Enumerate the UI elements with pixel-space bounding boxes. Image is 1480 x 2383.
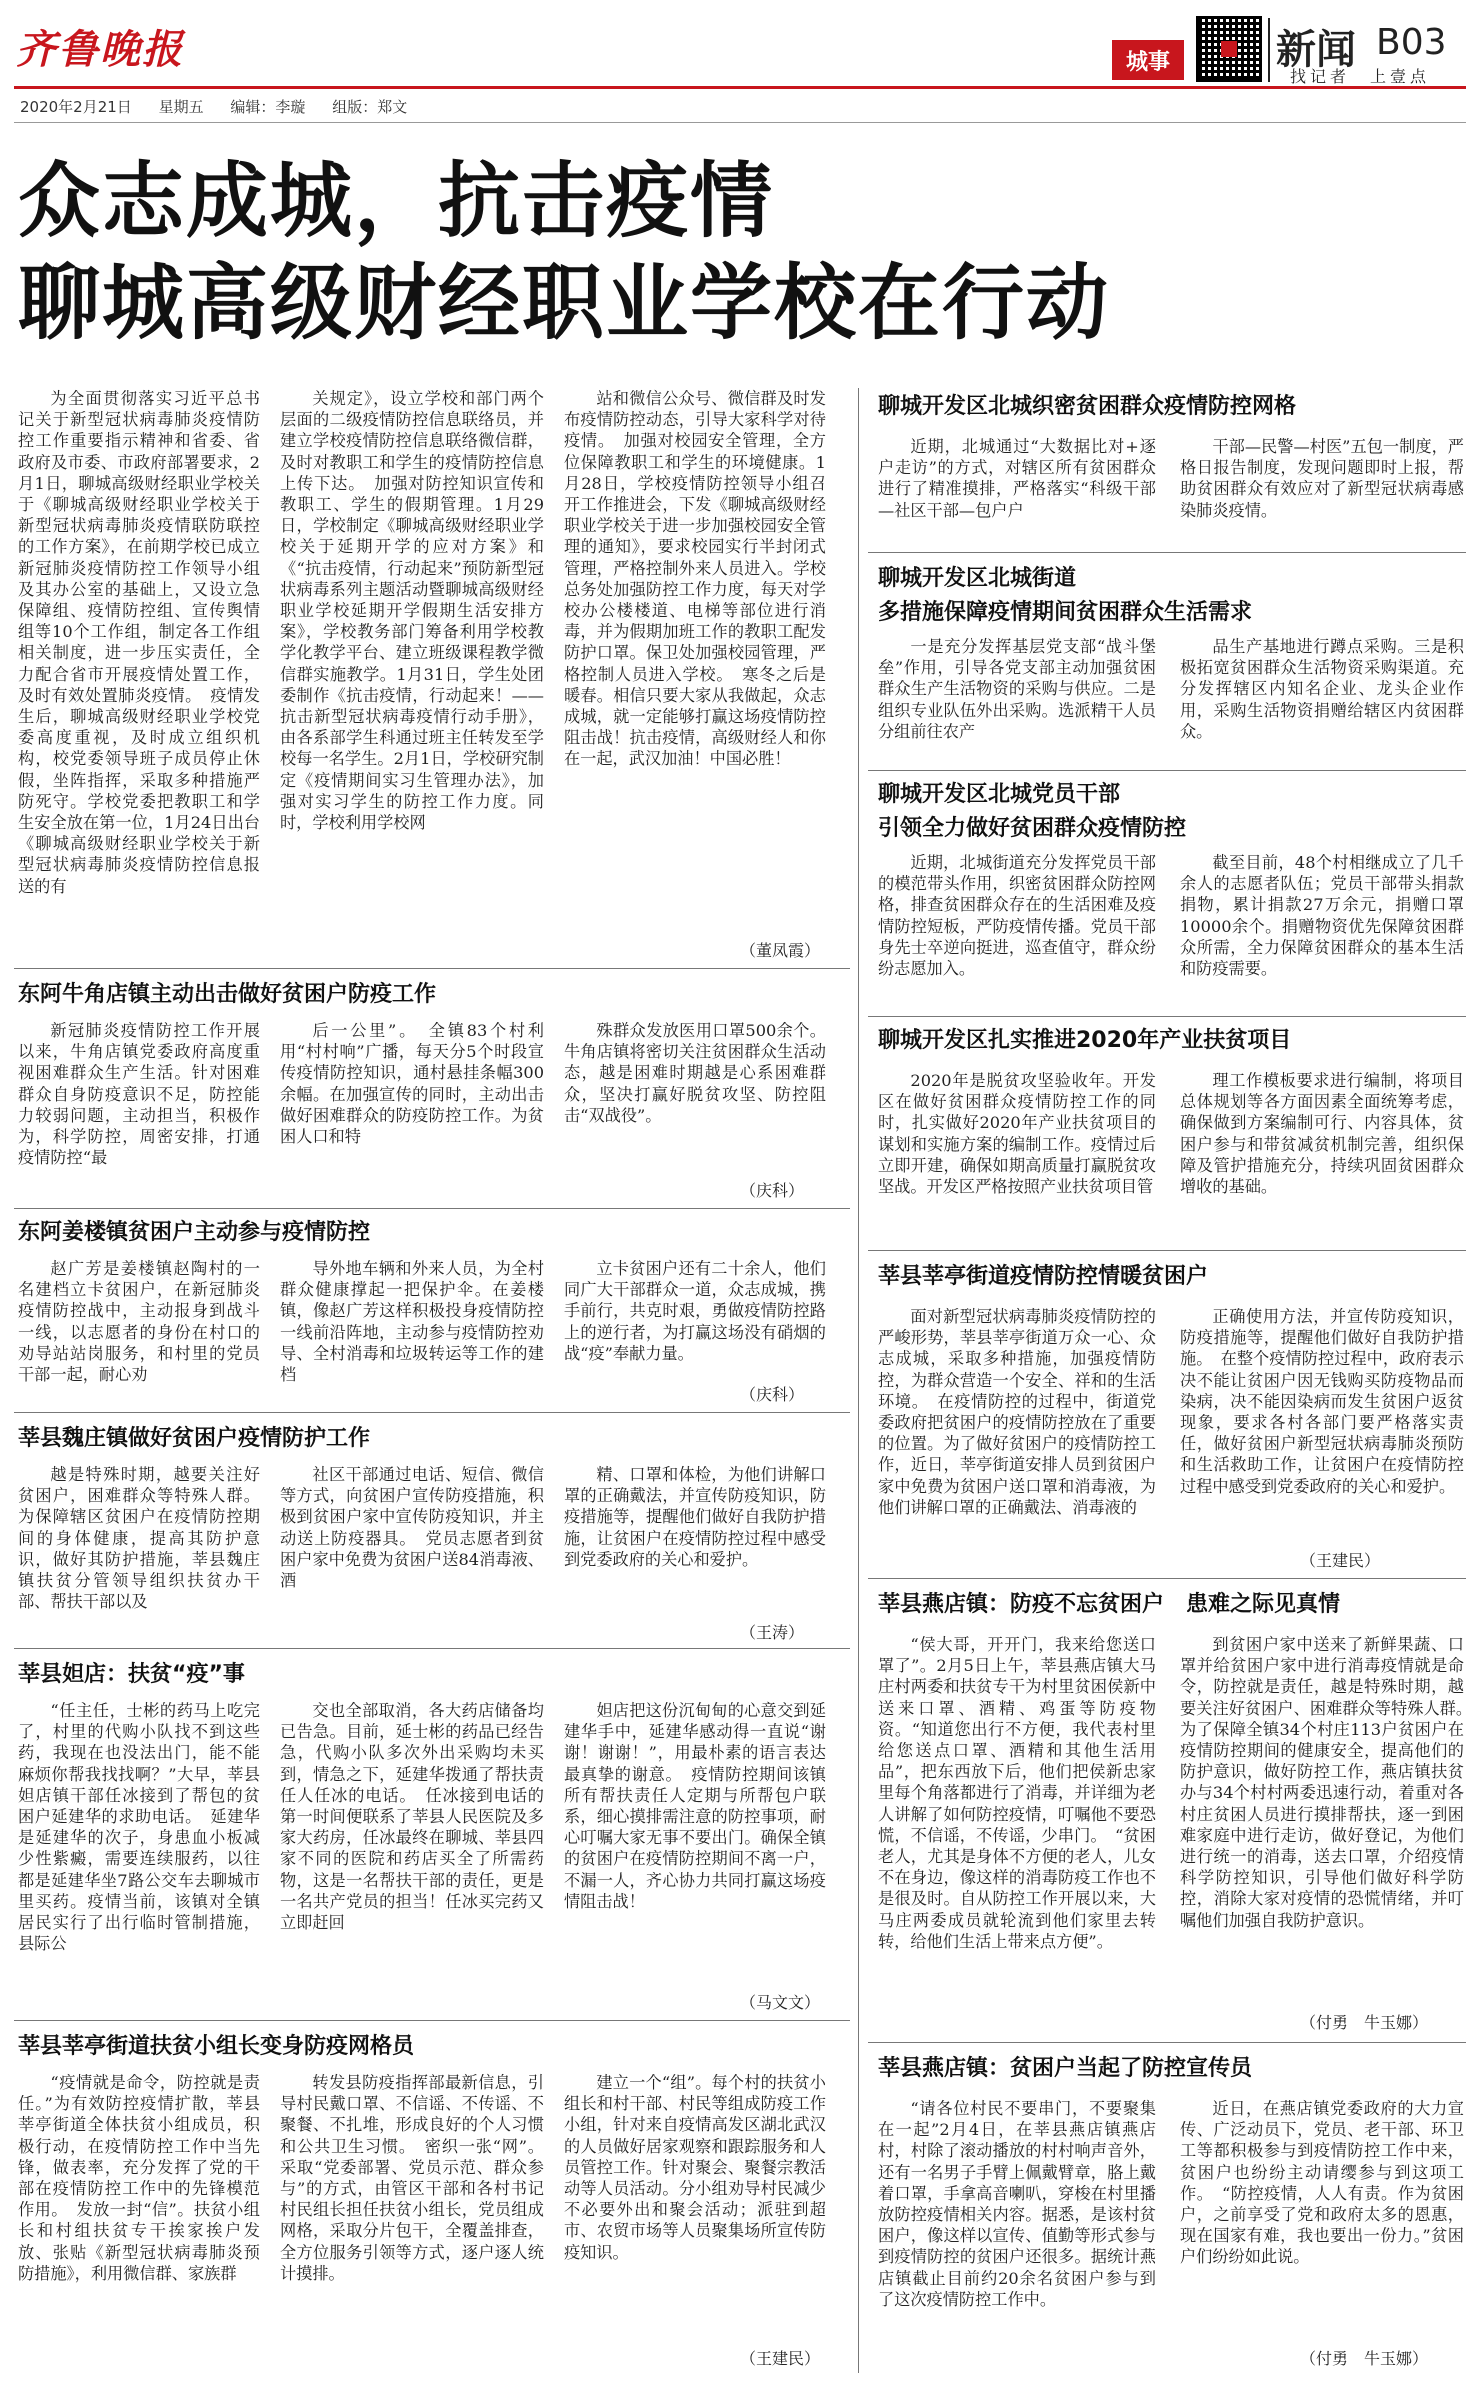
story-title: 莘县魏庄镇做好贫困户疫情防护工作 bbox=[18, 1426, 371, 1451]
story-title: 聊城开发区北城街道 bbox=[878, 566, 1077, 591]
story-title: 聊城开发区扎实推进2020年产业扶贫项目 bbox=[878, 1028, 1292, 1053]
story-column: “侯大哥，开开门，我来给您送口罩了”。2月5日上午，莘县燕店镇大马庄村两委和扶贫专干为村里贫困侯新中送来口罩、酒精、鸡蛋等防疫物资。“知道您出行不方便，我代表村里给您送点口罩、酒精和其他生活用品”，把东西放下后，他们把侯新忠家里每个角落都进行了消毒，并详细为老人讲解了如何防控疫情，叮嘱他不要恐慌，不信谣，不传谣，少串门。 “贫困老人，尤其是身体不方便的老人，儿女不在身边，像这样的消毒防疫工作也不是很及时。自从防控工作开展以来，大马庄两委成员就轮流到他们家里去转转，给他们生活上带来点方便”。 bbox=[878, 1635, 1156, 1951]
header-divider bbox=[1268, 18, 1270, 82]
story-column: 近期，北城街道充分发挥党员干部的模范带头作用，织密贫困群众防控网格，排查贫困群众存在的生活困难及疫情防控短板，严防疫情传播。党员干部身先士卒逆向挺进，巡查值守，群众纷纷志愿加入。 bbox=[878, 853, 1156, 979]
story-column: 品生产基地进行蹲点采购。三是积极拓宽贫困群众生活物资采购渠道。充分发挥辖区内知名企业、龙头企业作用，采购生活物资捐赠给辖区内贫困群众。 bbox=[1180, 637, 1464, 741]
lead-col-2: 关规定》，设立学校和部门两个层面的二级疫情防控信息联络员，并建立学校疫情防控信息联络微信群，及时对教职工和学生的疫情防控信息上传下达。 加强对防控知识宣传和教职工、学生的假期管理。1月29日，学校制定《聊城高级财经职业学校关于延期开学的应对方案》和《“抗击疫情，行动起来”预防新型冠状病毒系列主题活动暨聊城高级财经职业学校延期开学假期生活安排方案》，学校教务部门筹备利用学校教学化教学平台、建立班级课程教学微信群实施教学。1月31日，学生处团委制作《抗击疫情，行动起来！——抗击新型冠状病毒疫情行动手册》，由各系部学生科通过班主任转发至学校每一名学生。2月1日，学校研究制定《疫情期间实习生管理办法》，加强对实习学生的防控工作力度。同时，学校利用学校网 bbox=[280, 389, 544, 833]
story-rule bbox=[868, 2042, 1466, 2043]
story-byline: （庆科） bbox=[740, 1181, 805, 1200]
story-title: 莘县莘亭街道扶贫小组长变身防疫网格员 bbox=[18, 2034, 415, 2059]
story-rule bbox=[868, 1250, 1466, 1251]
story-column: 建立一个“组”。每个村的扶贫小组长和村干部、村民等组成防疫工作小组，针对来自疫情高发区湖北武汉的人员做好居家观察和跟踪服务和人员管控工作。针对聚会、聚餐宗教活动等人员活动。分小组劝导村民减少不必要外出和聚会活动；派驻到超市、农贸市场等人员聚集场所宣传防疫知识。 bbox=[564, 2073, 826, 2262]
story-title: 莘县燕店镇：贫困户当起了防控宣传员 bbox=[878, 2056, 1253, 2081]
reporter-note: 找记者 上壹点 bbox=[1290, 67, 1431, 86]
lead-col-1: 为全面贯彻落实习近平总书记关于新型冠状病毒肺炎疫情防控工作重要指示精神和省委、省政府及市委、市政府部署要求，2月1日，聊城高级财经职业学校关于《聊城高级财经职业学校关于新型冠状病毒肺炎疫情联防联控的工作方案》，在前期学校已成立新冠肺炎疫情防控工作领导小组及其办公室的基础上，又设立急保障组、疫情防控组、宣传舆情组等10个工作组，制定各工作组相关制度，进一步压实责任，全力配合省市开展疫情处置工作，及时有效处置肺炎疫情。 疫情发生后，聊城高级财经职业学校党委高度重视，及时成立组织机构，校党委领导班子成员停止休假，坐阵指挥，采取多种措施严防死守。学校党委把教职工和学生安全放在第一位，1月24日出台《聊城高级财经职业学校关于新型冠状病毒肺炎疫情防控信息报送的有 bbox=[18, 389, 260, 896]
weekday: 星期五 bbox=[158, 98, 204, 116]
story-column: 到贫困户家中送来了新鲜果蔬、口罩并给贫困户家中进行消毒疫情就是命令，防控就是责任，越是特殊时期，越要关注好贫困户、困难群众等特殊人群。 为了保障全镇34个村庄113户贫困户在疫情防控期间的健康安全，提高他们的防护意识，做好防控工作，燕店镇扶贫办与34个村村两委迅速行动，着重对各村庄贫困人员进行摸排帮扶，逐一到困难家庭中进行走访，做好登记，为他们进行统一的消毒，送去口罩，介绍疫情科学防控知识，引导他们做好科学防控，消除大家对疫情的恐慌情绪，并叮嘱他们加强自我防护意识。 bbox=[1180, 1635, 1480, 1930]
story-column: 妲店把这份沉甸甸的心意交到延建华手中，延建华感动得一直说“谢谢！谢谢！”，用最朴素的语言表达最真挚的谢意。 疫情防控期间该镇所有帮扶责任人定期与所帮包户联系，细心摸排需注意的防控事项，耐心叮嘱大家无事不要出门。确保全镇的贫困户在疫情防控期间不离一户，不漏一人，齐心协力共同打赢这场疫情阻击战！ bbox=[564, 1701, 826, 1911]
story-column: 立卡贫困户还有二十余人，他们同广大干部群众一道，众志成城，携手前行，共克时艰，勇做疫情防控路上的逆行者，为打赢这场没有硝烟的战“疫”奉献力量。 bbox=[564, 1259, 826, 1363]
lead-col-3: 站和微信公众号、微信群及时发布疫情防控动态，引导大家科学对待疫情。 加强对校园安全管理，全方位保障教职工和学生的环境健康。1月28日，学校疫情防控领导小组召开工作推进会，下发《聊城高级财经职业学校关于进一步加强校园安全管理的通知》，要求校园实行半封闭式管理，严格控制外来人员进入。学校总务处加强防控工作力度，每天对学校办公楼楼道、电梯等部位进行消毒，并为假期加班工作的教职工配发防护口罩。保卫处加强校园管理，严格控制人员进入学校。 寒冬之后是暖春。相信只要大家从我做起，众志成城，就一定能够打赢这场疫情防控阻击战！抗击疫情，高级财经人和你在一起，武汉加油！中国必胜！ bbox=[564, 389, 826, 769]
story-column: 干部—民警—村医”五包一制度，严格日报告制度，发现问题即时上报，帮助贫困群众有效应对了新型冠状病毒感染肺炎疫情。 bbox=[1180, 437, 1464, 520]
lead-byline: （董凤霞） bbox=[740, 941, 821, 960]
story-column: 转发县防疫指挥部最新信息，引导村民戴口罩、不信谣、不传谣、不聚餐、不扎堆，形成良好的个人习惯和公共卫生习惯。 密织一张“网”。采取“党委部署、党员示范、群众参与”的方式，由管区干部和各村书记村民组长担任扶贫小组长，党员组成网格，采取分片包干，全覆盖排查，全方位服务引领等方式，逐户逐人统计摸排。 bbox=[280, 2073, 544, 2283]
qr-code-icon bbox=[1196, 16, 1262, 82]
dateline-rule bbox=[14, 122, 1466, 123]
story-title: 多措施保障疫情期间贫困群众生活需求 bbox=[878, 600, 1253, 625]
story-rule bbox=[14, 1208, 850, 1209]
story-rule bbox=[14, 1648, 850, 1649]
story-title: 东阿牛角店镇主动出击做好贫困户防疫工作 bbox=[18, 982, 437, 1007]
newspaper-logo: 齐鲁晚报 bbox=[16, 26, 184, 73]
story-column: 殊群众发放医用口罩500余个。牛角店镇将密切关注贫困群众生活动态，越是困难时期越是心系困难群众，坚决打赢好脱贫攻坚、防控阻击“双战役”。 bbox=[564, 1021, 826, 1125]
story-rule bbox=[868, 1016, 1466, 1017]
story-byline: （王建民） bbox=[1300, 1551, 1381, 1570]
story-column: 越是特殊时期，越要关注好贫困户，困难群众等特殊人群。为保障辖区贫困户在疫情防控期间的身体健康，提高其防护意识，做好其防护措施，莘县魏庄镇扶贫分管领导组织扶贫办干部、帮扶干部以及 bbox=[18, 1465, 260, 1612]
story-byline: （付勇 牛玉娜） bbox=[1300, 2349, 1429, 2368]
story-byline: （付勇 牛玉娜） bbox=[1300, 2013, 1429, 2032]
story-byline: （马文文） bbox=[740, 1993, 821, 2012]
story-column: 一是充分发挥基层党支部“战斗堡垒”作用，引导各党支部主动加强贫困群众生产生活物资的采购与供应。二是组织专业队伍外出采购。选派精干人员分组前往农产 bbox=[878, 637, 1156, 741]
story-column: 交也全部取消，各大药店储备均已告急。目前，延士彬的药品已经告急，代购小队多次外出采购均未买到，情急之下，延建华拨通了帮扶责任人任冰的电话。 任冰接到电话的第一时间便联系了莘县人民医院及多家大药房，任冰最终在聊城、莘县四家不同的医院和药店买全了所需药物，这是一名帮扶干部的责任，更是一名共产党员的担当！任冰买完药又立即赶回 bbox=[280, 1701, 544, 1933]
story-column: 面对新型冠状病毒肺炎疫情防控的严峻形势，莘县莘亭街道万众一心、众志成城，采取多种措施，加强疫情防控，为群众营造一个安全、祥和的生活环境。 在疫情防控的过程中，街道党委政府把贫困户的疫情防控放在了重要的位置。为了做好贫困户的疫情防控工作，近日，莘亭街道安排人员到贫困户家中免费为贫困户送口罩和消毒液，为他们讲解口罩的正确戴法、消毒液的 bbox=[878, 1307, 1156, 1517]
story-rule bbox=[14, 2020, 850, 2021]
story-byline: （王建民） bbox=[740, 2349, 821, 2368]
story-column: 赵广芳是姜楼镇赵陶村的一名建档立卡贫困户，在新冠肺炎疫情防控战中，主动报身到战斗一线，以志愿者的身份在村口的劝导站站岗服务，和村里的党员干部一起，耐心劝 bbox=[18, 1259, 260, 1385]
story-title: 东阿姜楼镇贫困户主动参与疫情防控 bbox=[18, 1220, 371, 1245]
story-title: 聊城开发区北城党员干部 bbox=[878, 782, 1121, 807]
story-rule bbox=[14, 1412, 850, 1413]
page-number: B03 bbox=[1376, 22, 1447, 63]
story-title: 引领全力做好贫困群众疫情防控 bbox=[878, 816, 1187, 841]
story-column: “疫情就是命令，防控就是责任。”为有效防控疫情扩散，莘县莘亭街道全体扶贫小组成员，积极行动，在疫情防控工作中当先锋，做表率，充分发挥了党的干部在疫情防控工作中的先锋模范作用。 发放一封“信”。扶贫小组长和村组扶贫专干挨家挨户发放、张贴《新型冠状病毒肺炎预防措施》，利用微信群、家族群 bbox=[18, 2073, 260, 2283]
story-column: “请各位村民不要串门，不要聚集在一起”2月4日，在莘县燕店镇燕店村，村除了滚动播放的村村响声音外，还有一名男子手臂上佩戴臂章，胳上戴着口罩，手拿高音喇叭，穿梭在村里播放防控疫情相关内容。据悉，是该村贫困户，像这样以宣传、值勤等形式参与到疫情防控的贫困户还很多。据统计燕店镇截止目前约20余名贫困户参与到了这次疫情防控工作中。 bbox=[878, 2099, 1156, 2309]
dateline bbox=[20, 96, 429, 117]
story-rule bbox=[868, 1578, 1466, 1579]
story-column: 理工作模板要求进行编制，将项目总体规划等各方面因素全面统筹考虑，确保做到方案编制可行、内容具体，贫困户参与和带贫减贫机制完善，组织保障及管护措施充分，持续巩固贫困群众增收的基础。 bbox=[1180, 1071, 1464, 1197]
story-column: 2020年是脱贫攻坚验收年。开发区在做好贫困群众疫情防控工作的同时，扎实做好2020年产业扶贫项目的谋划和实施方案的编制工作。疫情过后立即开建，确保如期高质量打赢脱贫攻坚战。开发区严格按照产业扶贫项目管 bbox=[878, 1071, 1156, 1197]
story-column: 社区干部通过电话、短信、微信等方式，向贫困户宣传防疫措施，积极到贫困户家中宣传防疫知识，并主动送上防疫器具。 党员志愿者到贫困户家中免费为贫困户送84消毒液、酒 bbox=[280, 1465, 544, 1591]
header-rule bbox=[14, 86, 1466, 89]
story-byline: （王涛） bbox=[740, 1623, 805, 1642]
story-column: 近日，在燕店镇党委政府的大力宣传、广泛动员下，党员、老干部、环卫工等都积极参与到疫情防控工作中来，贫困户也纷纷主动请缨参与到这项工作。 “防控疫情，人人有责。作为贫困户，之前享受了党和政府太多的恩惠，现在国家有难，我也要出一份力。”贫困户们纷纷如此说。 bbox=[1180, 2099, 1464, 2267]
story-column: 正确使用方法，并宣传防疫知识，防疫措施等，提醒他们做好自我防护措施。 在整个疫情防控过程中，政府表示决不能让贫困户因无钱购买防疫物品而染病，决不能因染病而发生贫困户返贫现象，要求各村各部门要严格落实责任，做好贫困户新型冠状病毒肺炎预防和生活救助工作，让贫困户在疫情防控过程中感受到党委政府的关心和爱护。 bbox=[1180, 1307, 1464, 1496]
headline-line2: 聊城高级财经职业学校在行动 bbox=[18, 256, 1111, 351]
story-column: 后一公里”。 全镇83个村利用“村村响”广播，每天分5个时段宣传疫情防控知识，通村悬挂条幅300余幅。在加强宣传的同时，主动出击做好困难群众的防疫防控工作。为贫困人口和特 bbox=[280, 1021, 544, 1147]
date: 2020年2月21日 bbox=[20, 98, 132, 116]
layout-editor: 组版：郑文 bbox=[332, 98, 408, 116]
story-column: “任主任，士彬的药马上吃完了，村里的代购小队找不到这些药，我现在也没法出门，能不能麻烦你帮我找找啊？”大早，莘县妲店镇干部任冰接到了帮包的贫困户延建华的求助电话。 延建华是延建华的次子，身患血小板减少性紫癜，需要连续服药，以往都是延建华坐7路公交车去聊城市里买药。疫情当前，该镇对全镇居民实行了出行临时管制措施，县际公 bbox=[18, 1701, 260, 1954]
page-name: 新闻 bbox=[1276, 27, 1356, 73]
editor: 编辑：李璇 bbox=[230, 98, 306, 116]
story-column: 精、口罩和体检，为他们讲解口罩的正确戴法，并宣传防疫知识，防疫措施等，提醒他们做好自我防护措施，让贫困户在疫情防控过程中感受到党委政府的关心和爱护。 bbox=[564, 1465, 826, 1569]
story-column: 近期，北城通过“大数据比对+逐户走访”的方式，对辖区所有贫困群众进行了精准摸排，严格落实“科级干部—社区干部—包户户 bbox=[878, 437, 1156, 520]
story-title: 莘县莘亭街道疫情防控情暖贫困户 bbox=[878, 1264, 1209, 1289]
story-rule bbox=[868, 552, 1466, 553]
story-column: 截至目前，48个村相继成立了几千余人的志愿者队伍；党员干部带头捐款捐物，累计捐款27万余元，捐赠口罩10000余个。捐赠物资优先保障贫困群众所需，全力保障贫困群众的基本生活和防疫需要。 bbox=[1180, 853, 1464, 979]
story-byline: （庆科） bbox=[740, 1385, 805, 1404]
headline-line1: 众志成城，抗击疫情 bbox=[18, 154, 775, 249]
section-tag: 城事 bbox=[1112, 40, 1184, 80]
story-column: 导外地车辆和外来人员，为全村群众健康撑起一把保护伞。在姜楼镇，像赵广芳这样积极投身疫情防控一线前沿阵地，主动参与疫情防控劝导、全村消毒和垃圾转运等工作的建档 bbox=[280, 1259, 544, 1385]
story-title: 莘县妲店：扶贫“疫”事 bbox=[18, 1662, 245, 1687]
masthead bbox=[0, 0, 1480, 90]
story-column: 新冠肺炎疫情防控工作开展以来，牛角店镇党委政府高度重视困难群众生产生活。针对困难群众自身防疫意识不足，防控能力较弱问题，主动担当，积极作为，科学防控，周密安排，打通疫情防控“最 bbox=[18, 1021, 260, 1168]
story-rule bbox=[868, 770, 1466, 771]
story-title: 莘县燕店镇：防疫不忘贫困户 患难之际见真情 bbox=[878, 1592, 1341, 1617]
story-rule bbox=[14, 968, 850, 969]
story-title: 聊城开发区北城织密贫困群众疫情防控网格 bbox=[878, 394, 1297, 419]
column-divider bbox=[858, 388, 859, 2373]
